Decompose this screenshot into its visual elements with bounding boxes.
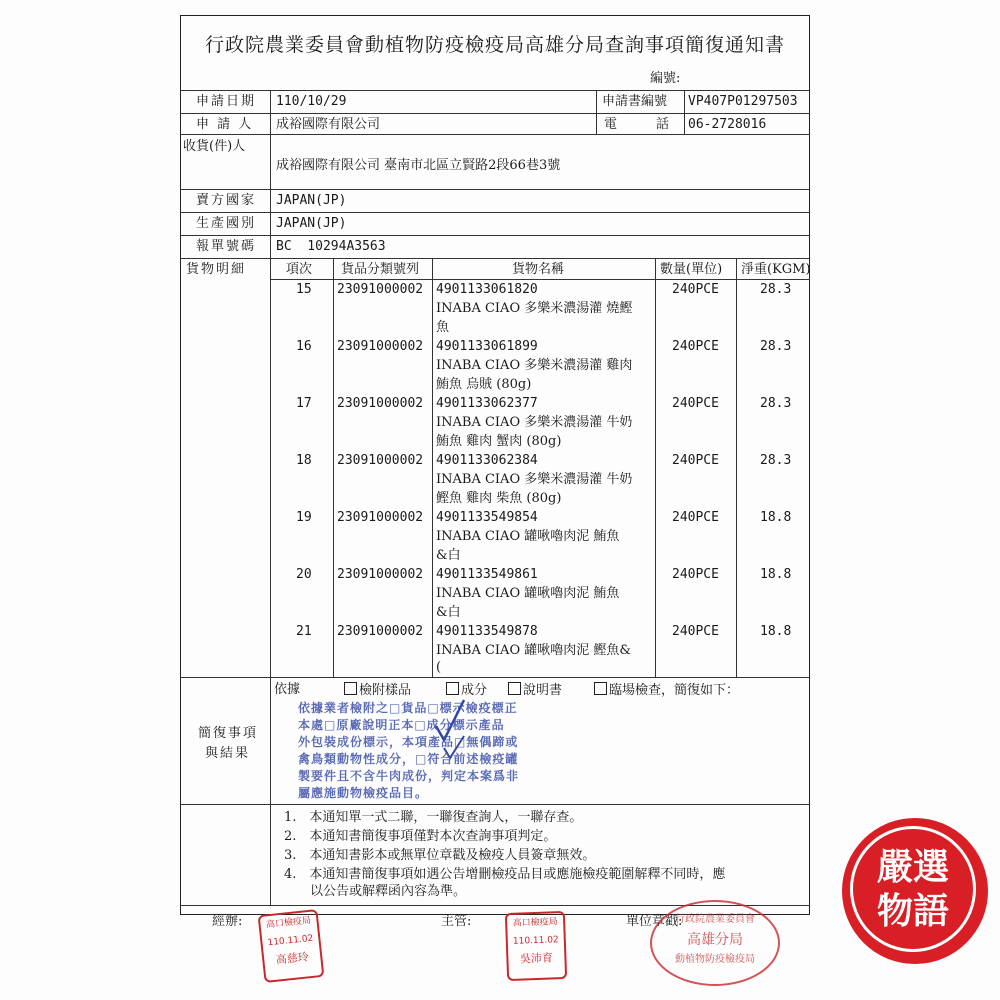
handler-stamp: 高口檢疫局 110.11.02 高慈玲 xyxy=(258,909,325,983)
divider xyxy=(180,90,810,91)
divider xyxy=(180,258,810,259)
declaration-value: BC 10294A3563 xyxy=(276,239,386,254)
item-name-cont: &白 xyxy=(436,605,461,620)
item-weight: 18.8 xyxy=(760,567,792,582)
note-item: 2. 本通知書簡復事項僅對本次查詢事項判定。 xyxy=(284,829,557,844)
item-weight: 18.8 xyxy=(760,624,792,639)
item-name: INABA CIAO 罐啾嚕肉泥 鮪魚 xyxy=(436,586,620,601)
item-weight: 18.8 xyxy=(760,510,792,525)
item-name-cont: &白 xyxy=(436,548,461,563)
column-header: 貨物名稱 xyxy=(512,262,565,277)
unit-seal-label: 單位章戳: xyxy=(626,914,683,929)
item-qty: 240PCE xyxy=(672,453,719,468)
divider xyxy=(180,212,810,213)
item-qty: 240PCE xyxy=(672,567,719,582)
item-no: 16 xyxy=(296,339,312,354)
result-label: 簡復事項 xyxy=(198,726,259,741)
item-barcode: 4901133549861 xyxy=(436,567,538,582)
item-code: 23091000002 xyxy=(337,567,424,582)
item-name: INABA CIAO 罐啾嚕肉泥 鮪魚 xyxy=(436,529,620,544)
supervisor-label: 主管: xyxy=(441,914,472,929)
form-title: 行政院農業委員會動植物防疫檢疫局高雄分局查詢事項簡復通知書 xyxy=(204,34,785,56)
item-weight: 28.3 xyxy=(760,396,792,411)
result-label-cont: 與結果 xyxy=(205,746,251,761)
apply-date-value: 110/10/29 xyxy=(276,94,347,109)
column-header: 項次 xyxy=(286,262,313,277)
apply-date-label: 申請日期 xyxy=(196,94,257,109)
form-no-value: VP407P01297503 xyxy=(688,94,798,109)
divider xyxy=(180,113,810,114)
column-header: 貨品分類號列 xyxy=(341,262,420,277)
seller-country-label: 賣方國家 xyxy=(196,193,257,208)
note-item: 1. 本通知單一式二聯，一聯復查詢人，一聯存查。 xyxy=(284,810,583,825)
divider xyxy=(270,90,271,905)
item-code: 23091000002 xyxy=(337,453,424,468)
item-qty: 240PCE xyxy=(672,624,719,639)
divider xyxy=(180,804,810,805)
applicant-label: 申 請 人 xyxy=(196,117,254,132)
unit-seal: 行政院農業委員會 高雄分局 動植物防疫檢疫局 xyxy=(650,900,780,986)
item-code: 23091000002 xyxy=(337,282,424,297)
inspection-result-stamp xyxy=(298,700,560,800)
item-name-cont: 鰹魚 雞肉 柴魚 (80g) xyxy=(436,491,562,506)
item-name: INABA CIAO 罐啾嚕肉泥 鰹魚& xyxy=(436,643,631,658)
column-header: 數量(單位) xyxy=(660,262,723,277)
item-qty: 240PCE xyxy=(672,510,719,525)
divider xyxy=(333,258,334,677)
stamp-line: 製要件且不含牛肉成份，判定本案爲非 xyxy=(298,769,520,783)
item-name-cont: 鮪魚 烏賊 (80g) xyxy=(436,377,532,392)
consignee-value: 成裕國際有限公司 臺南市北區立賢路2段66巷3號 xyxy=(276,158,561,173)
item-code: 23091000002 xyxy=(337,396,424,411)
item-no: 18 xyxy=(296,453,312,468)
checkbox-icon xyxy=(594,682,607,695)
applicant-value: 成裕國際有限公司 xyxy=(276,117,381,132)
basis-label: 依據 xyxy=(274,682,301,697)
note-item: 以公告或解釋函內容為準。 xyxy=(284,884,467,899)
item-barcode: 4901133062384 xyxy=(436,453,538,468)
item-code: 23091000002 xyxy=(337,510,424,525)
item-name-cont: ( xyxy=(436,660,442,675)
note-item: 3. 本通知書影本或無單位章戳及檢疫人員簽章無效。 xyxy=(284,848,596,863)
divider xyxy=(684,90,685,134)
item-weight: 28.3 xyxy=(760,282,792,297)
divider xyxy=(270,279,810,280)
divider xyxy=(180,677,810,678)
item-barcode: 4901133549854 xyxy=(436,510,538,525)
origin-label: 生產國別 xyxy=(196,216,257,231)
item-no: 19 xyxy=(296,510,312,525)
stamp-line: 本處□原廠說明正本□成分標示產品 xyxy=(298,718,505,732)
item-weight: 28.3 xyxy=(760,339,792,354)
consignee-label: 收貨(件)人 xyxy=(183,139,246,154)
declaration-label: 報單號碼 xyxy=(196,239,257,254)
column-header: 淨重(KGM) xyxy=(741,262,811,277)
divider xyxy=(180,235,810,236)
stamp-line: 依據業者檢附之□貨品□標示檢疫標正 xyxy=(298,701,518,715)
item-qty: 240PCE xyxy=(672,339,719,354)
item-weight: 28.3 xyxy=(760,453,792,468)
item-name: INABA CIAO 多樂米濃湯灌 燒鰹 xyxy=(436,301,633,316)
item-qty: 240PCE xyxy=(672,396,719,411)
form-no-label: 申請書編號 xyxy=(602,94,668,109)
item-barcode: 4901133061899 xyxy=(436,339,538,354)
item-code: 23091000002 xyxy=(337,339,424,354)
stamp-line: 禽鳥類動物性成分，□符合前述檢疫罐 xyxy=(298,752,519,766)
item-no: 15 xyxy=(296,282,312,297)
item-barcode: 4901133061820 xyxy=(436,282,538,297)
item-qty: 240PCE xyxy=(672,282,719,297)
seller-country-value: JAPAN(JP) xyxy=(276,193,347,208)
item-no: 21 xyxy=(296,624,312,639)
handler-label: 經辦: xyxy=(212,914,243,929)
item-no: 20 xyxy=(296,567,312,582)
item-name-cont: 鮪魚 雞肉 蟹肉 (80g) xyxy=(436,434,562,449)
item-barcode: 4901133062377 xyxy=(436,396,538,411)
origin-value: JAPAN(JP) xyxy=(276,216,347,231)
stamp-line: 屬應施動物檢疫品目。 xyxy=(298,786,429,800)
option-manual: 說明書 xyxy=(508,682,562,699)
divider xyxy=(432,258,433,677)
checkbox-icon xyxy=(344,682,357,695)
item-code: 23091000002 xyxy=(337,624,424,639)
option-onsite: 臨場檢查，簡復如下： xyxy=(594,682,739,699)
option-sample: 檢附樣品 xyxy=(344,682,411,699)
checkbox-icon xyxy=(446,682,459,695)
item-name: INABA CIAO 多樂米濃湯灌 雞肉 xyxy=(436,358,633,373)
serial-label: 編號: xyxy=(650,71,681,86)
divider xyxy=(180,134,810,135)
divider xyxy=(596,90,597,134)
item-name: INABA CIAO 多樂米濃湯灌 牛奶 xyxy=(436,415,633,430)
phone-label: 電 話 xyxy=(604,117,670,132)
item-name-cont: 魚 xyxy=(436,320,450,335)
item-no: 17 xyxy=(296,396,312,411)
checkbox-icon xyxy=(508,682,521,695)
brand-logo: 嚴選 物語 xyxy=(842,818,988,964)
option-ingredient: 成分 xyxy=(446,682,487,699)
goods-section-label: 貨物明細 xyxy=(186,262,247,277)
divider xyxy=(736,258,737,677)
note-item: 4. 本通知書簡復事項如遇公告增刪檢疫品目或應施檢疫範圍解釋不同時，應 xyxy=(284,867,726,882)
phone-value: 06-2728016 xyxy=(688,117,767,132)
divider xyxy=(655,258,656,677)
item-name: INABA CIAO 多樂米濃湯灌 牛奶 xyxy=(436,472,633,487)
stamp-line: 外包裝成份標示，本項產品□無偶蹄或 xyxy=(298,735,519,749)
item-barcode: 4901133549878 xyxy=(436,624,538,639)
supervisor-stamp: 高口檢疫局 110.11.02 吳沛育 xyxy=(505,911,567,981)
divider xyxy=(180,189,810,190)
